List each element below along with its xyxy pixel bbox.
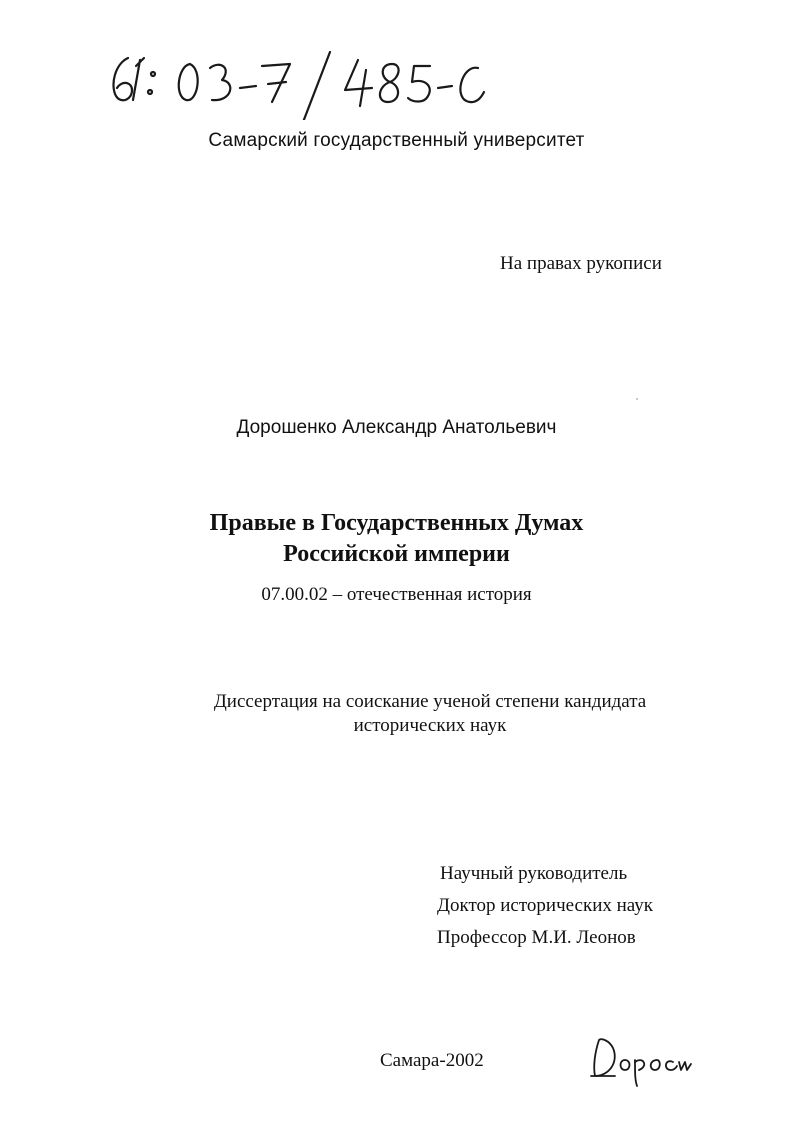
manuscript-rights-note: На правах рукописи (500, 253, 662, 274)
supervisor-block (437, 858, 653, 954)
supervisor-role: Научный руководитель (440, 863, 628, 884)
scan-speck (636, 398, 638, 400)
handwritten-archive-code (0, 30, 520, 120)
title-line-2: Российской империи (283, 541, 510, 567)
degree-statement (0, 690, 793, 738)
title-line-1: Правые в Государственных Думах (209, 510, 584, 536)
degree-line-1: Диссертация на соискание ученой степени кандидата (213, 691, 647, 712)
handwritten-signature (585, 1030, 695, 1090)
author-name: Дорошенко Александр Анатольевич (236, 417, 557, 438)
degree-line-2: исторических наук (353, 715, 507, 736)
supervisor-degree: Доктор исторических наук (437, 895, 653, 916)
dissertation-title (0, 508, 793, 570)
supervisor-name: Профессор М.И. Леонов (437, 927, 636, 948)
university-name: Самарский государственный университет (208, 130, 585, 151)
city-year: Самара-2002 (380, 1050, 484, 1071)
specialty-code: 07.00.02 – отечественная история (261, 584, 532, 605)
